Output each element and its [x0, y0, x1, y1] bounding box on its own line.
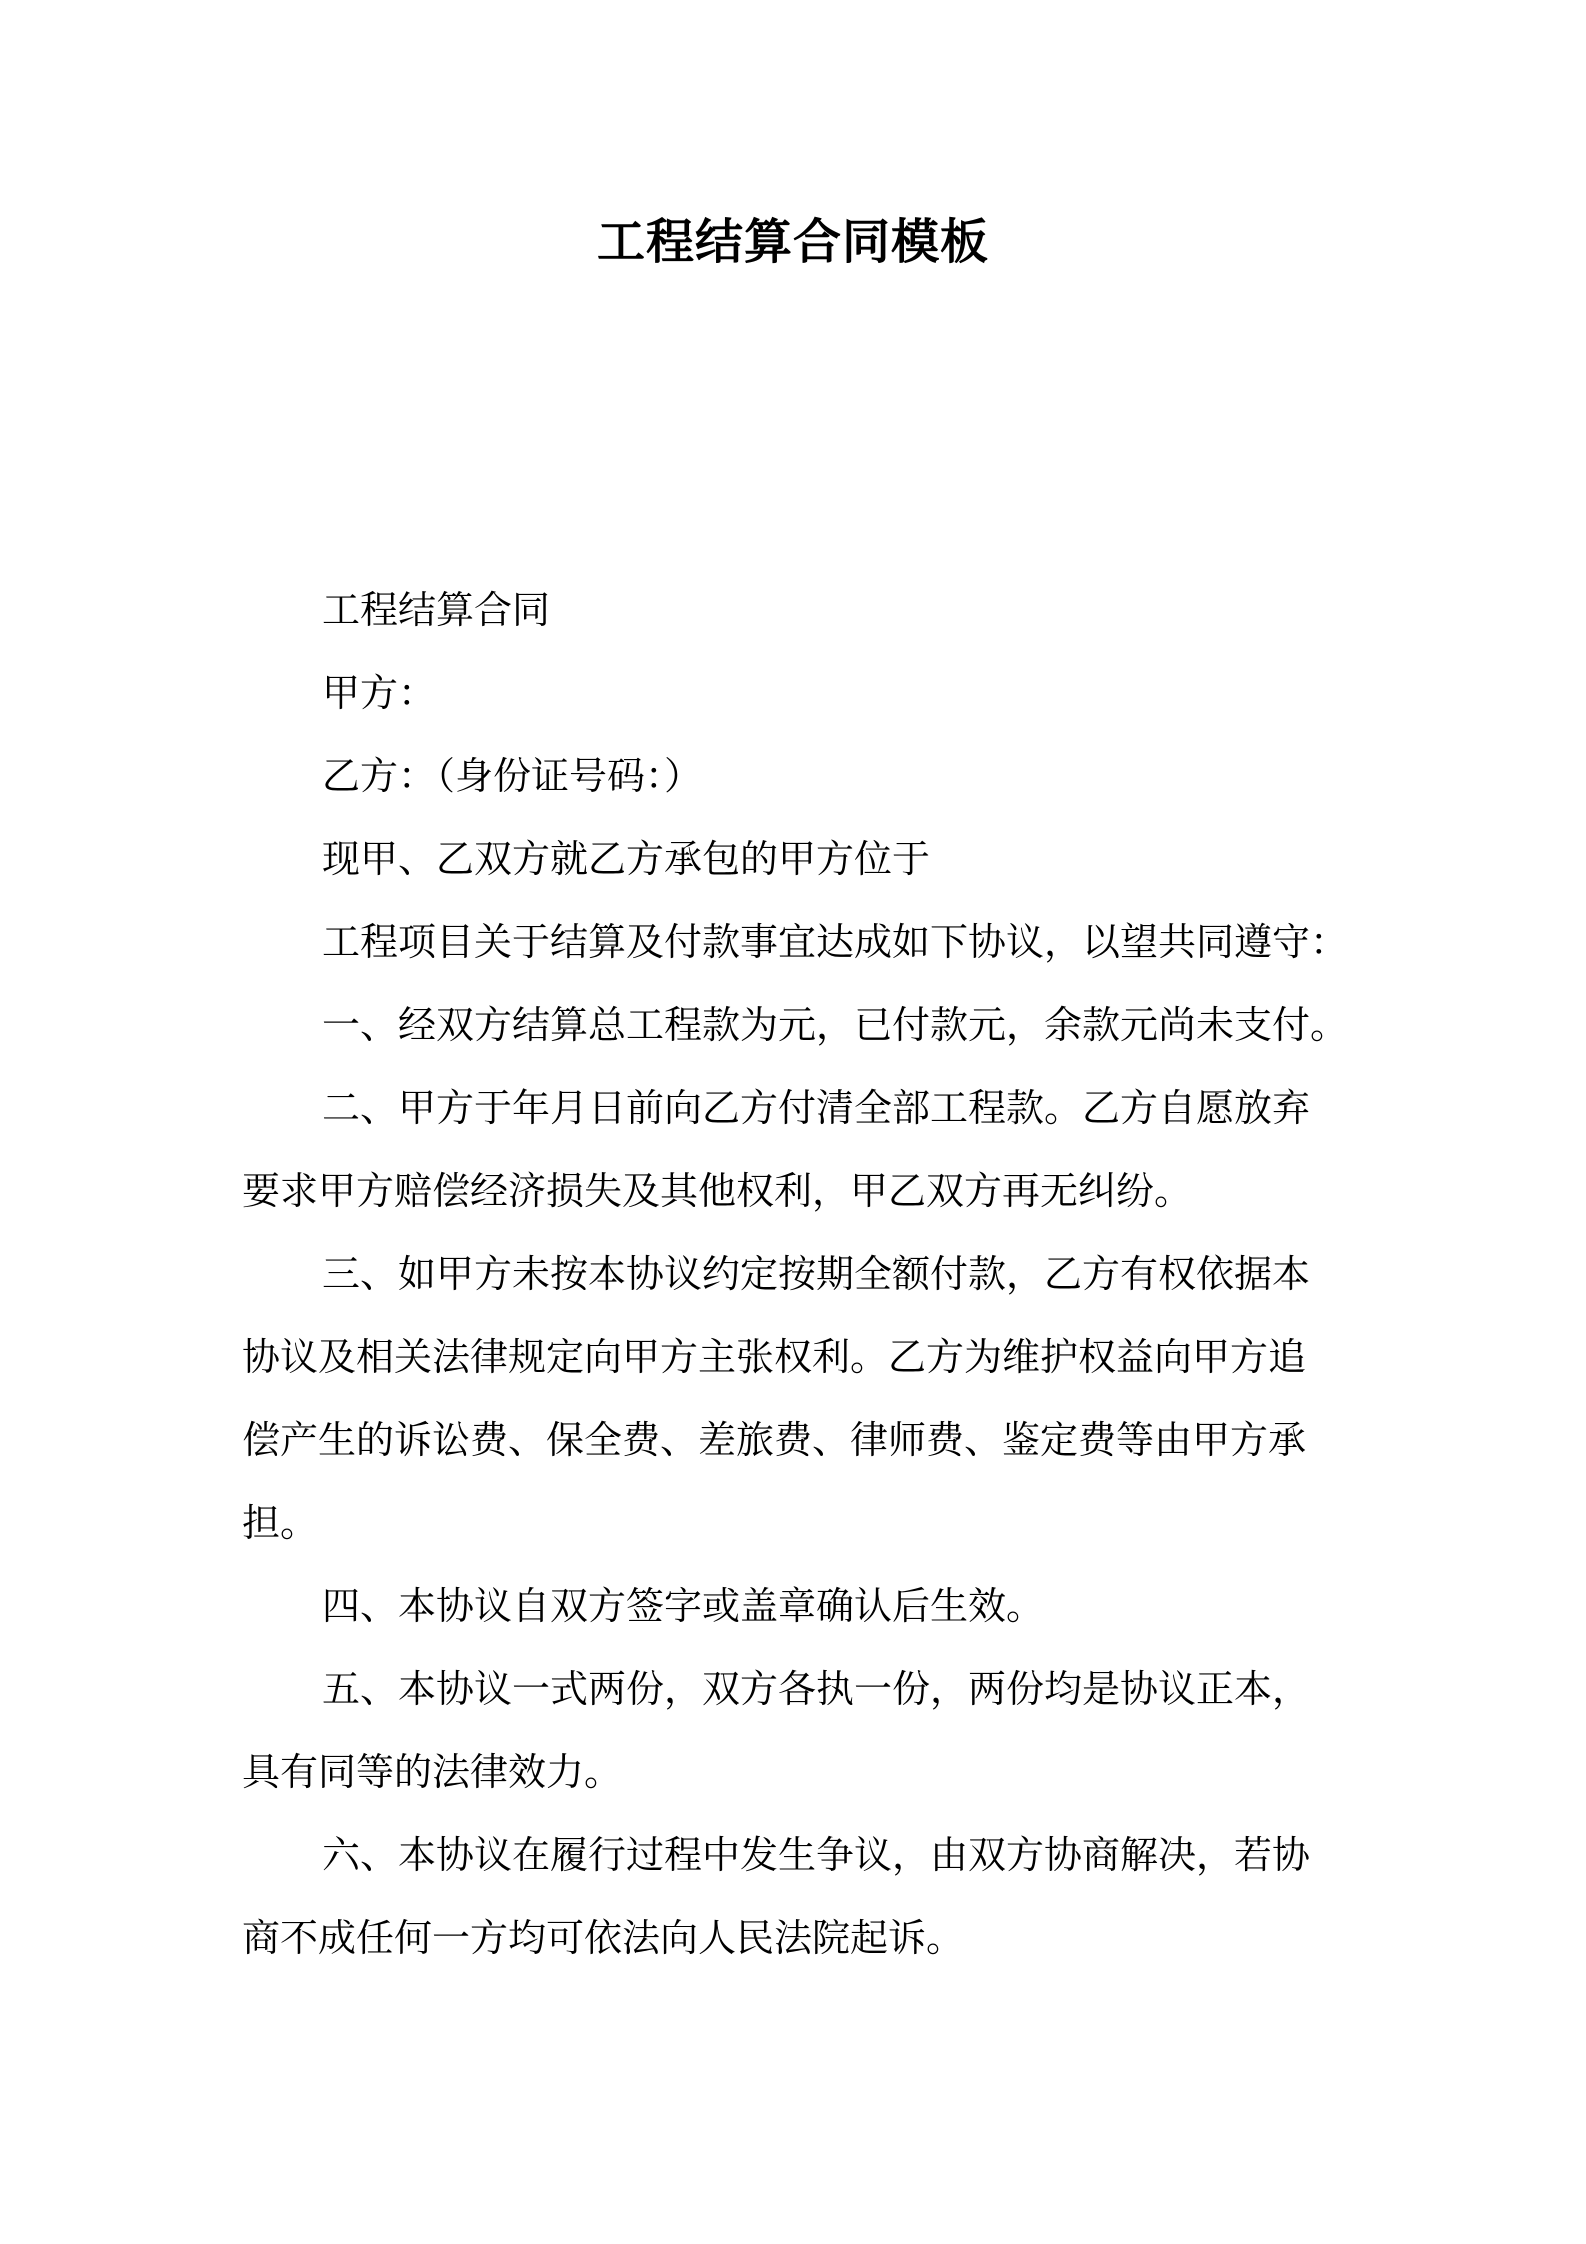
line-clause-3a: 三、如甲方未按本协议约定按期全额付款，乙方有权依据本 — [322, 1252, 1311, 1296]
line-clause-2a: 二、甲方于年月日前向乙方付清全部工程款。乙方自愿放弃 — [322, 1086, 1311, 1130]
line-party-b: 乙方：（身份证号码：） — [322, 754, 703, 798]
line-intro-2: 工程项目关于结算及付款事宜达成如下协议，以望共同遵守： — [322, 920, 1349, 964]
line-clause-3c: 偿产生的诉讼费、保全费、差旅费、律师费、鉴定费等由甲方承 — [242, 1418, 1307, 1462]
line-clause-5a: 五、本协议一式两份，双方各执一份，两份均是协议正本， — [322, 1667, 1311, 1711]
line-clause-6b: 商不成任何一方均可依法向人民法院起诉。 — [242, 1916, 965, 1960]
line-intro-1: 现甲、乙双方就乙方承包的甲方位于 — [322, 837, 931, 881]
line-clause-5b: 具有同等的法律效力。 — [242, 1750, 623, 1794]
document-title: 工程结算合同模板 — [596, 214, 989, 270]
line-clause-3d: 担。 — [242, 1501, 319, 1545]
line-party-a: 甲方： — [322, 671, 437, 715]
line-contract-heading: 工程结算合同 — [322, 588, 551, 632]
line-clause-6a: 六、本协议在履行过程中发生争议，由双方协商解决，若协 — [322, 1833, 1311, 1877]
line-clause-2b: 要求甲方赔偿经济损失及其他权利，甲乙双方再无纠纷。 — [242, 1169, 1193, 1213]
line-clause-4: 四、本协议自双方签字或盖章确认后生效。 — [322, 1584, 1045, 1628]
document-body — [242, 569, 1382, 1980]
line-clause-1: 一、经双方结算总工程款为元，已付款元，余款元尚未支付。 — [322, 1003, 1349, 1047]
line-clause-3b: 协议及相关法律规定向甲方主张权利。乙方为维护权益向甲方追 — [242, 1335, 1307, 1379]
